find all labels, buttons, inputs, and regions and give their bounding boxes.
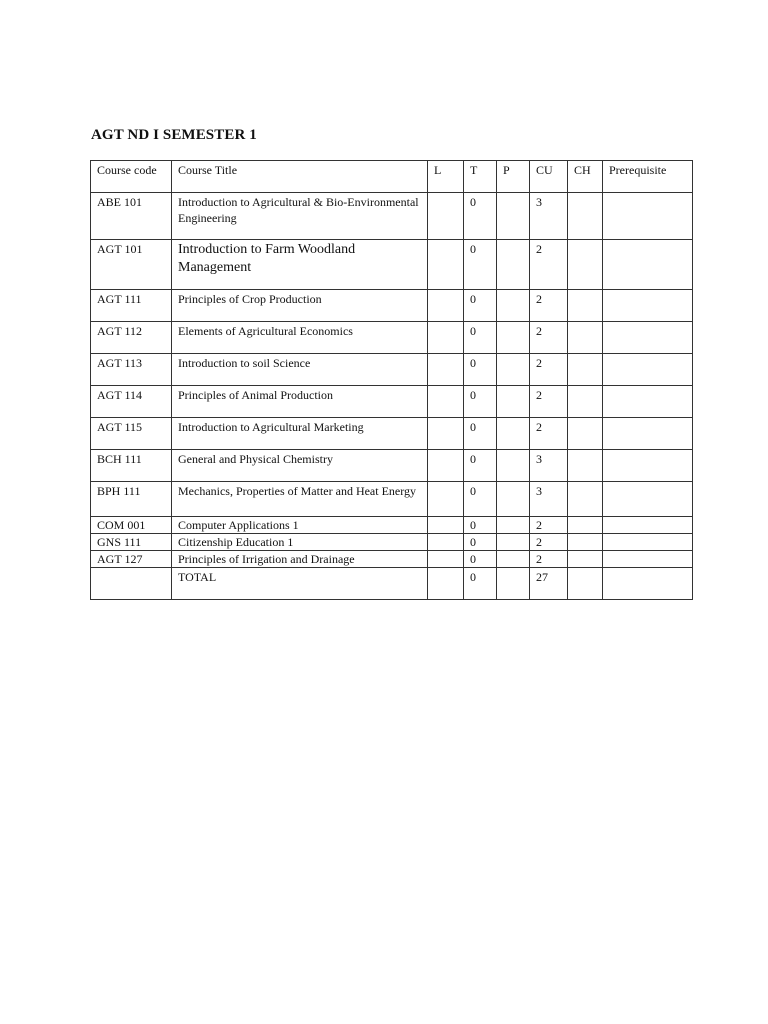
cell-p	[497, 240, 530, 290]
cell-t: 0	[464, 354, 497, 386]
cell-l	[428, 240, 464, 290]
cell-course-code: GNS 111	[91, 534, 172, 551]
table-total-row	[91, 568, 693, 600]
cell-course-code: COM 001	[91, 517, 172, 534]
cell-t: 0	[464, 450, 497, 482]
cell-prerequisite	[603, 450, 693, 482]
cell-l	[428, 193, 464, 240]
cell-prerequisite	[603, 193, 693, 240]
table-row	[91, 418, 693, 450]
cell-prerequisite	[603, 551, 693, 568]
cell-cu: 2	[530, 517, 568, 534]
cell-prerequisite	[603, 240, 693, 290]
cell-p	[497, 322, 530, 354]
cell-cu: 3	[530, 193, 568, 240]
cell-course-title: Computer Applications 1	[172, 517, 428, 534]
cell-p	[497, 450, 530, 482]
total-cu: 27	[530, 568, 568, 600]
cell-t: 0	[464, 551, 497, 568]
cell-ch	[568, 354, 603, 386]
cell-course-code: AGT 127	[91, 551, 172, 568]
cell-l	[428, 386, 464, 418]
cell-t: 0	[464, 482, 497, 517]
cell-cu: 3	[530, 482, 568, 517]
cell-course-code: AGT 115	[91, 418, 172, 450]
cell-l	[428, 354, 464, 386]
cell-cu: 2	[530, 354, 568, 386]
cell-prerequisite	[603, 418, 693, 450]
cell-course-title: Introduction to soil Science	[172, 354, 428, 386]
cell-l	[428, 551, 464, 568]
table-row	[91, 240, 693, 290]
cell-p	[497, 193, 530, 240]
cell-p	[497, 290, 530, 322]
cell-p	[497, 386, 530, 418]
cell-l	[428, 290, 464, 322]
cell-ch	[568, 193, 603, 240]
header-cu: CU	[530, 161, 568, 193]
cell-prerequisite	[603, 386, 693, 418]
cell-course-code: ABE 101	[91, 193, 172, 240]
cell-cu: 3	[530, 450, 568, 482]
cell-course-title: Elements of Agricultural Economics	[172, 322, 428, 354]
cell-ch	[568, 482, 603, 517]
cell-l	[428, 517, 464, 534]
cell-course-title: Introduction to Farm Woodland Management	[172, 240, 428, 290]
table-row	[91, 517, 693, 534]
table-row	[91, 193, 693, 240]
cell-course-code: AGT 112	[91, 322, 172, 354]
header-p: P	[497, 161, 530, 193]
cell-p	[497, 418, 530, 450]
cell-prerequisite	[603, 290, 693, 322]
cell-ch	[568, 418, 603, 450]
cell-course-code	[91, 568, 172, 600]
cell-course-title: Principles of Irrigation and Drainage	[172, 551, 428, 568]
cell-cu: 2	[530, 290, 568, 322]
cell-ch	[568, 386, 603, 418]
cell-cu: 2	[530, 551, 568, 568]
cell-t: 0	[464, 418, 497, 450]
total-label: TOTAL	[172, 568, 428, 600]
header-t: T	[464, 161, 497, 193]
cell-ch	[568, 568, 603, 600]
table-row	[91, 386, 693, 418]
table-header-row	[91, 161, 693, 193]
cell-ch	[568, 290, 603, 322]
header-prerequisite: Prerequisite	[603, 161, 693, 193]
header-course-title: Course Title	[172, 161, 428, 193]
header-l: L	[428, 161, 464, 193]
cell-t: 0	[464, 534, 497, 551]
header-ch: CH	[568, 161, 603, 193]
cell-course-title: Principles of Animal Production	[172, 386, 428, 418]
cell-t: 0	[464, 322, 497, 354]
cell-l	[428, 568, 464, 600]
cell-cu: 2	[530, 386, 568, 418]
cell-t: 0	[464, 290, 497, 322]
cell-course-code: AGT 113	[91, 354, 172, 386]
table-row	[91, 482, 693, 517]
cell-cu: 2	[530, 418, 568, 450]
cell-l	[428, 322, 464, 354]
table-row	[91, 354, 693, 386]
cell-prerequisite	[603, 482, 693, 517]
cell-course-title: Principles of Crop Production	[172, 290, 428, 322]
cell-ch	[568, 517, 603, 534]
cell-ch	[568, 450, 603, 482]
cell-t: 0	[464, 386, 497, 418]
cell-prerequisite	[603, 568, 693, 600]
cell-course-code: AGT 114	[91, 386, 172, 418]
cell-course-title: Mechanics, Properties of Matter and Heat Energy	[172, 482, 428, 517]
cell-p	[497, 534, 530, 551]
page-title: AGT ND I SEMESTER 1	[91, 127, 257, 143]
cell-course-title: Introduction to Agricultural & Bio-Environmental Engineering	[172, 193, 428, 240]
cell-l	[428, 534, 464, 551]
cell-course-title: Citizenship Education 1	[172, 534, 428, 551]
cell-course-code: AGT 111	[91, 290, 172, 322]
cell-p	[497, 354, 530, 386]
course-table	[90, 160, 693, 600]
cell-ch	[568, 551, 603, 568]
cell-ch	[568, 322, 603, 354]
table-row	[91, 290, 693, 322]
table-row	[91, 534, 693, 551]
cell-p	[497, 568, 530, 600]
cell-t: 0	[464, 240, 497, 290]
table-row	[91, 322, 693, 354]
table-row	[91, 450, 693, 482]
cell-cu: 2	[530, 322, 568, 354]
cell-t: 0	[464, 517, 497, 534]
cell-prerequisite	[603, 517, 693, 534]
cell-cu: 2	[530, 534, 568, 551]
cell-t: 0	[464, 193, 497, 240]
cell-cu: 2	[530, 240, 568, 290]
cell-prerequisite	[603, 354, 693, 386]
cell-l	[428, 482, 464, 517]
table-row	[91, 551, 693, 568]
cell-course-code: BCH 111	[91, 450, 172, 482]
cell-p	[497, 517, 530, 534]
header-course-code: Course code	[91, 161, 172, 193]
cell-course-code: AGT 101	[91, 240, 172, 290]
cell-course-title: General and Physical Chemistry	[172, 450, 428, 482]
cell-prerequisite	[603, 534, 693, 551]
cell-ch	[568, 534, 603, 551]
cell-course-code: BPH 111	[91, 482, 172, 517]
cell-p	[497, 482, 530, 517]
cell-ch	[568, 240, 603, 290]
cell-prerequisite	[603, 322, 693, 354]
cell-l	[428, 450, 464, 482]
cell-p	[497, 551, 530, 568]
total-t: 0	[464, 568, 497, 600]
cell-course-title: Introduction to Agricultural Marketing	[172, 418, 428, 450]
cell-l	[428, 418, 464, 450]
